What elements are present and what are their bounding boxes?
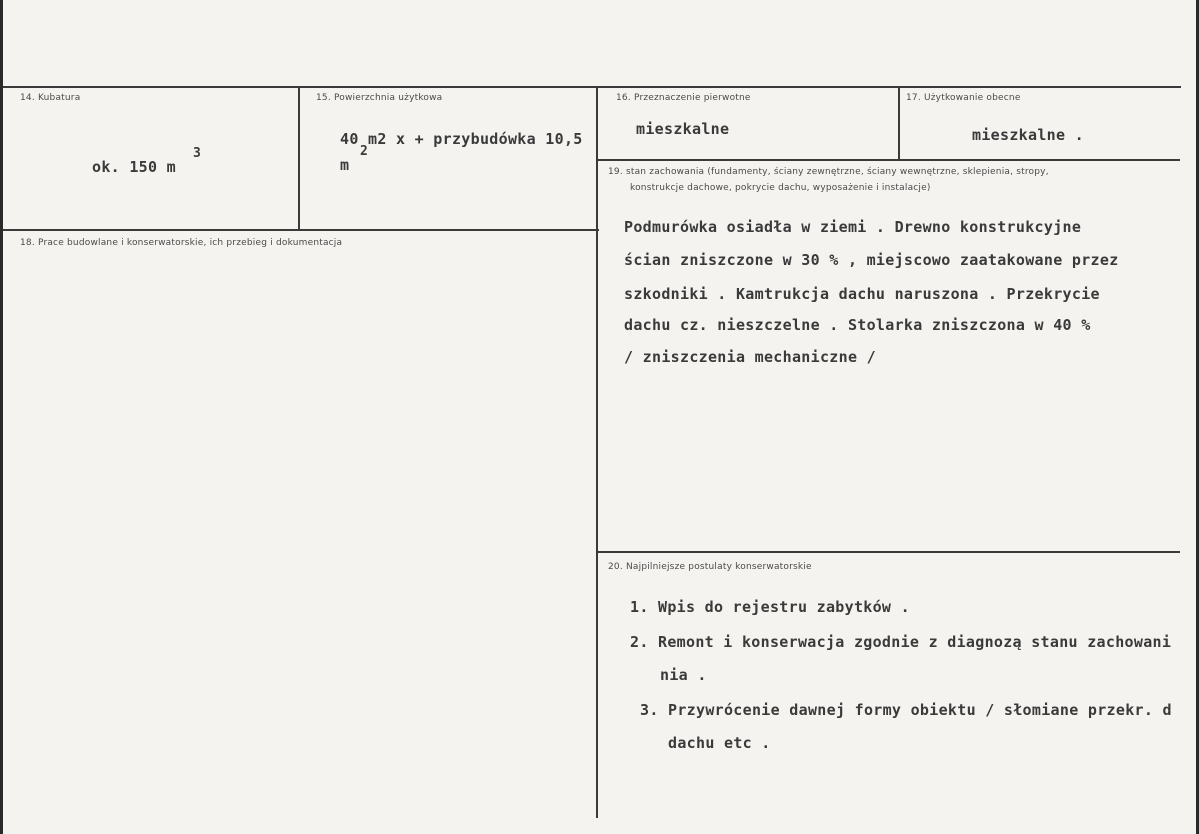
section-20-rule bbox=[598, 551, 1180, 553]
row-rule-left bbox=[3, 229, 599, 231]
field-15-value-line1: 40 m2 x + przybudówka 10,5 bbox=[340, 130, 583, 148]
field-15-unit-sup: 2 bbox=[360, 144, 368, 159]
field-20-line-1: 1. Wpis do rejestru zabytków . bbox=[630, 598, 910, 616]
card-left-edge bbox=[0, 0, 3, 834]
field-15-label: 15. Powierzchnia użytkowa bbox=[316, 93, 443, 103]
field-15-value-line2: m bbox=[340, 156, 350, 174]
field-20-line-5: dachu etc . bbox=[668, 734, 771, 752]
field-20-line-4: 3. Przywrócenie dawnej formy obiektu / słomiane przekr. d bbox=[640, 701, 1172, 719]
field-16-label: 16. Przeznaczenie pierwotne bbox=[616, 93, 751, 103]
field-16-value: mieszkalne bbox=[636, 120, 730, 138]
field-19-line-1: Podmurówka osiadła w ziemi . Drewno konstrukcyjne bbox=[624, 218, 1082, 236]
field-14-value: ok. 150 m bbox=[92, 158, 176, 176]
divider-main bbox=[596, 87, 598, 818]
divider-16-17 bbox=[898, 87, 900, 160]
field-14-unit-sup: 3 bbox=[193, 146, 201, 161]
top-rule bbox=[3, 86, 1181, 88]
field-18-label: 18. Prace budowlane i konserwatorskie, ich przebieg i dokumentacja bbox=[20, 238, 343, 248]
field-19-label-line2: konstrukcje dachowe, pokrycie dachu, wyposażenie i instalacje) bbox=[630, 183, 931, 193]
divider-14-15 bbox=[298, 87, 300, 230]
field-19-label-line1: 19. stan zachowania (fundamenty, ściany zewnętrzne, ściany wewnętrzne, sklepienia, stropy, bbox=[608, 167, 1049, 177]
field-20-line-2: 2. Remont i konserwacja zgodnie z diagnozą stanu zachowani bbox=[630, 633, 1172, 651]
field-17-label: 17. Użytkowanie obecne bbox=[906, 93, 1021, 103]
field-20-line-3: nia . bbox=[660, 666, 707, 684]
field-19-line-5: / zniszczenia mechaniczne / bbox=[624, 348, 876, 366]
field-19-line-3: szkodniki . Kamtrukcja dachu naruszona . Przekrycie bbox=[624, 285, 1100, 303]
field-19-line-4: dachu cz. nieszczelne . Stolarka zniszczona w 40 % bbox=[624, 316, 1091, 334]
row-rule-right bbox=[598, 159, 1180, 161]
field-19-line-2: ścian zniszczone w 30 % , miejscowo zaatakowane przez bbox=[624, 251, 1119, 269]
field-20-label: 20. Najpilniejsze postulaty konserwatorskie bbox=[608, 562, 812, 572]
field-17-value: mieszkalne . bbox=[972, 126, 1084, 144]
field-14-label: 14. Kubatura bbox=[20, 93, 81, 103]
